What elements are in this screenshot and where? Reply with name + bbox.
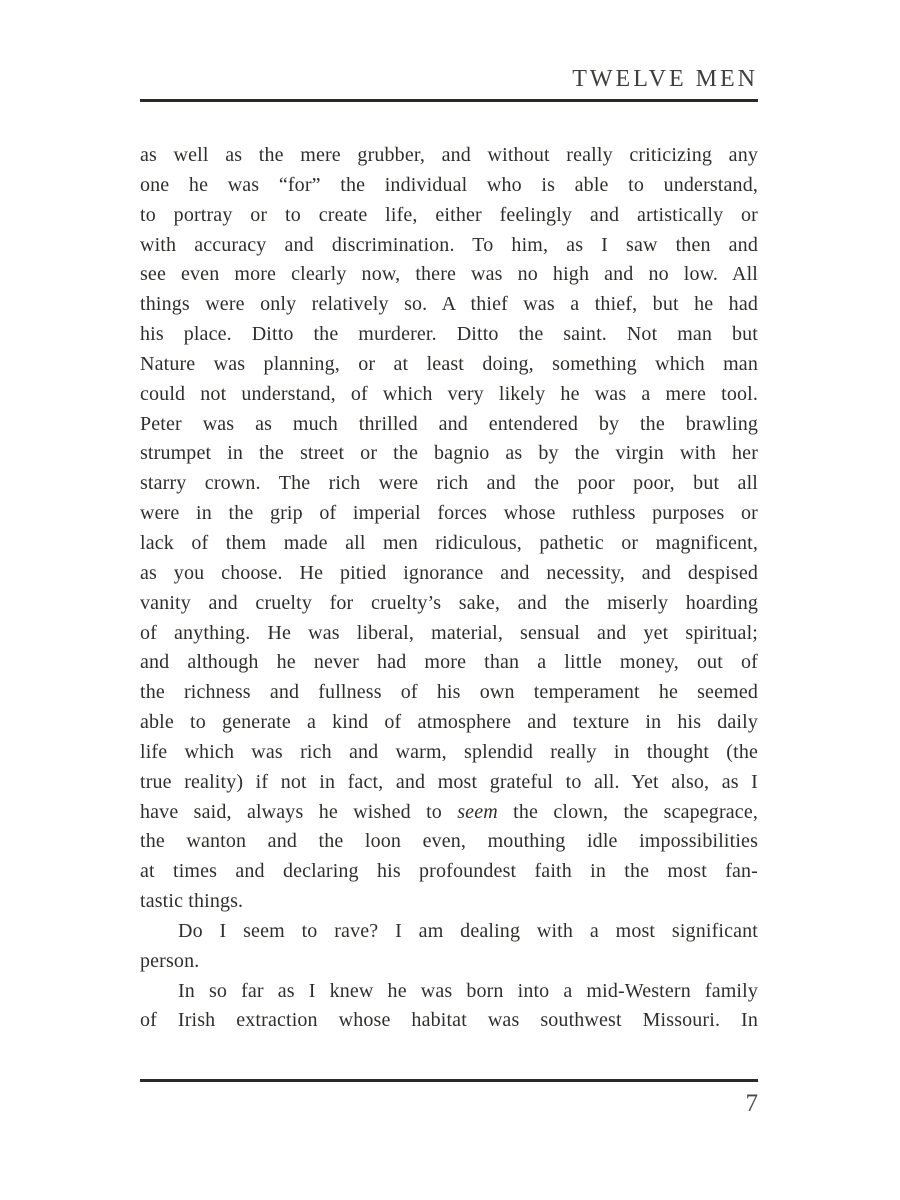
text-line — [140, 559, 758, 589]
text-line — [140, 439, 758, 469]
text-line — [140, 768, 758, 798]
line-text: could not understand, of which very likely he was a mere tool. — [140, 382, 758, 405]
line-text: strumpet in the street or the bagnio as by the virgin with her — [140, 442, 758, 465]
line-text: one he was “for” the individual who is able to understand, — [140, 173, 758, 196]
line-text: starry crown. The rich were rich and the poor poor, but all — [140, 472, 758, 495]
line-text: vanity and cruelty for cruelty’s sake, and the miserly hoarding — [140, 591, 758, 614]
text-line — [140, 231, 758, 261]
text-line — [140, 708, 758, 738]
line-text: of anything. He was liberal, material, sensual and yet spiritual; — [140, 621, 758, 644]
text-line — [140, 410, 758, 440]
text-line — [140, 499, 758, 529]
line-text: of Irish extraction whose habitat was southwest Missouri. In — [140, 1009, 758, 1032]
line-text: true reality) if not in fact, and most grateful to all. Yet also, as I — [140, 770, 758, 793]
header-rule — [140, 99, 758, 102]
text-line — [140, 738, 758, 768]
page-number: 7 — [745, 1090, 758, 1117]
text-line — [140, 887, 758, 917]
line-text: Peter was as much thrilled and entendered by the brawling — [140, 412, 758, 435]
line-text: tastic things. — [140, 890, 244, 913]
text-line — [140, 201, 758, 231]
text-line — [140, 857, 758, 887]
line-text: Nature was planning, or at least doing, something which man — [140, 352, 758, 375]
text-line — [140, 678, 758, 708]
text-line — [140, 469, 758, 499]
text-line — [140, 141, 758, 171]
line-text: were in the grip of imperial forces whose ruthless purposes or — [140, 502, 758, 525]
line-text: as well as the mere grubber, and without really criticizing any — [140, 144, 758, 166]
text-line — [140, 947, 758, 977]
text-line — [140, 320, 758, 350]
line-text: to portray or to create life, either feelingly and artistically or — [140, 203, 758, 226]
line-text: and although he never had more than a little money, out of — [140, 651, 758, 674]
text-line — [140, 529, 758, 559]
page-body-text — [140, 141, 758, 1036]
line-text: person. — [140, 949, 200, 972]
text-line — [140, 1006, 758, 1036]
text-line — [140, 260, 758, 290]
line-text: have said, always he wished to — [140, 800, 458, 823]
text-line — [140, 917, 758, 947]
line-text: able to generate a kind of atmosphere and texture in his daily — [140, 711, 758, 734]
line-text: at times and declaring his profoundest faith in the most fan- — [140, 860, 758, 883]
text-line — [140, 589, 758, 619]
line-text: his place. Ditto the murderer. Ditto the saint. Not man but — [140, 323, 758, 346]
text-line — [140, 350, 758, 380]
line-text-emphasis: seem — [457, 800, 498, 823]
line-text: things were only relatively so. A thief was a thief, but he had — [140, 293, 758, 316]
footer-rule — [140, 1079, 758, 1082]
line-text: In so far as I knew he was born into a mid-Western family — [178, 979, 758, 1002]
line-text: lack of them made all men ridiculous, pathetic or magnificent, — [140, 531, 758, 554]
text-line — [140, 827, 758, 857]
line-text: see even more clearly now, there was no high and no low. All — [140, 263, 758, 286]
text-line — [140, 619, 758, 649]
running-header-title: TWELVE MEN — [572, 66, 758, 92]
line-text: with accuracy and discrimination. To him, as I saw then and — [140, 233, 758, 256]
text-line — [140, 798, 758, 828]
text-line — [140, 290, 758, 320]
line-text: as you choose. He pitied ignorance and necessity, and despised — [140, 561, 758, 584]
line-text: the clown, the scapegrace, — [497, 800, 758, 823]
text-line — [140, 380, 758, 410]
text-line — [140, 977, 758, 1007]
text-line — [140, 171, 758, 201]
line-text: Do I seem to rave? I am dealing with a most significant — [178, 919, 758, 942]
line-text: life which was rich and warm, splendid really in thought (the — [140, 740, 758, 763]
text-line — [140, 648, 758, 678]
line-text: the wanton and the loon even, mouthing idle impossibilities — [140, 830, 758, 853]
line-text: the richness and fullness of his own temperament he seemed — [140, 681, 758, 704]
